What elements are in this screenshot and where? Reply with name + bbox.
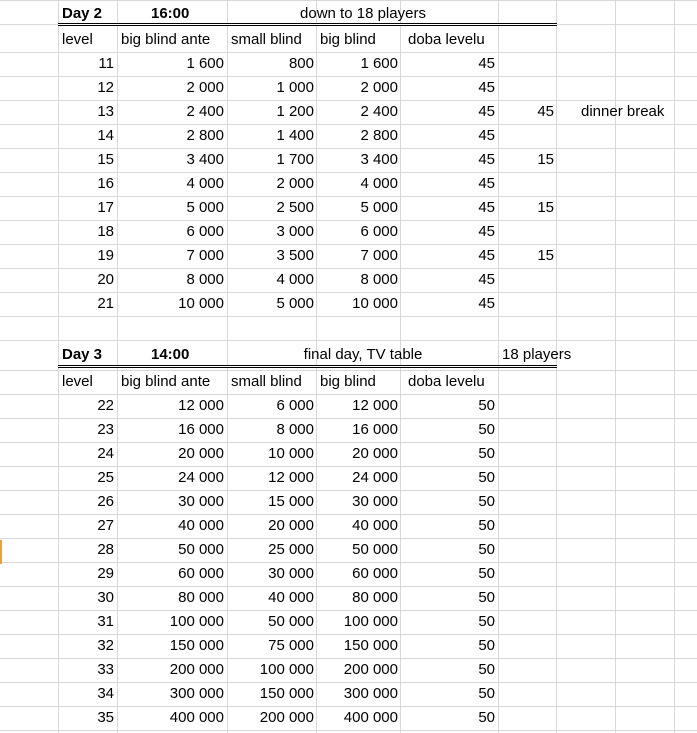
cell-small-blind[interactable]: 800 xyxy=(288,55,314,72)
table-row xyxy=(0,466,697,490)
cell-big-blind-ante[interactable]: 300 000 xyxy=(169,685,224,702)
gridline xyxy=(0,340,697,341)
cell-big-blind-ante[interactable]: 400 000 xyxy=(169,709,224,726)
cell-break-minutes[interactable]: 15 xyxy=(537,199,554,216)
cell-doba-levelu[interactable]: 45 xyxy=(478,295,495,312)
cell-doba-levelu[interactable]: 50 xyxy=(478,469,495,486)
cell-level[interactable]: 16 xyxy=(97,175,114,192)
cell-break-note[interactable]: dinner break xyxy=(581,103,665,120)
cell-level[interactable]: 27 xyxy=(97,517,114,534)
header-small-blind[interactable]: small blind xyxy=(231,373,302,390)
cell-doba-levelu[interactable]: 50 xyxy=(478,421,495,438)
cell-big-blind[interactable]: 16 000 xyxy=(352,421,398,438)
cell-doba-levelu[interactable]: 50 xyxy=(478,685,495,702)
cell-level[interactable]: 19 xyxy=(97,247,114,264)
cell-big-blind[interactable]: 100 000 xyxy=(343,613,398,630)
cell-level[interactable]: 11 xyxy=(98,55,114,72)
cell-level[interactable]: 30 xyxy=(97,589,114,606)
cell-big-blind-ante[interactable]: 2 400 xyxy=(186,103,224,120)
cell-level[interactable]: 26 xyxy=(97,493,114,510)
gridline xyxy=(0,0,697,1)
cell-big-blind-ante[interactable]: 1 600 xyxy=(186,55,224,72)
cell-level[interactable]: 33 xyxy=(97,661,114,678)
cell-big-blind-ante[interactable]: 5 000 xyxy=(186,199,224,216)
cell-doba-levelu[interactable]: 45 xyxy=(478,151,495,168)
header-doba-levelu[interactable]: doba levelu xyxy=(408,373,485,390)
cell-doba-levelu[interactable]: 45 xyxy=(478,103,495,120)
cell-small-blind[interactable]: 8 000 xyxy=(276,421,314,438)
cell-break-note[interactable] xyxy=(578,292,697,316)
table-row xyxy=(0,634,697,658)
cell-doba-levelu[interactable]: 50 xyxy=(478,589,495,606)
cell-break-note[interactable] xyxy=(578,268,697,292)
cell-small-blind[interactable]: 3 500 xyxy=(276,247,314,264)
cell-big-blind[interactable]: 2 000 xyxy=(360,79,398,96)
cell-big-blind[interactable]: 80 000 xyxy=(352,589,398,606)
cell-level[interactable]: 14 xyxy=(97,127,114,144)
day3-players-note[interactable]: 18 players xyxy=(502,346,572,363)
cell-break-minutes[interactable] xyxy=(499,172,557,196)
cell-level[interactable]: 25 xyxy=(97,469,114,486)
cell-break-minutes[interactable] xyxy=(499,292,557,316)
cell-doba-levelu[interactable]: 45 xyxy=(478,175,495,192)
cell-big-blind-ante[interactable]: 80 000 xyxy=(178,589,224,606)
table-row xyxy=(0,292,697,316)
cell-break-note[interactable] xyxy=(578,172,697,196)
cell-doba-levelu[interactable]: 45 xyxy=(478,247,495,264)
cell-big-blind-ante[interactable]: 60 000 xyxy=(178,565,224,582)
cell-level[interactable]: 12 xyxy=(97,79,114,96)
cell-break-minutes[interactable] xyxy=(499,220,557,244)
day2-time[interactable]: 16:00 xyxy=(151,5,190,22)
cell-small-blind[interactable]: 6 000 xyxy=(276,397,314,414)
day3-title-row xyxy=(0,345,697,365)
cell-big-blind[interactable]: 5 000 xyxy=(360,199,398,216)
cell-break-note[interactable] xyxy=(578,244,697,268)
cell-level[interactable]: 15 xyxy=(97,151,114,168)
cell-big-blind-ante[interactable]: 24 000 xyxy=(178,469,224,486)
header-level[interactable]: level xyxy=(62,373,93,390)
cell-level[interactable]: 21 xyxy=(97,295,114,312)
cell-doba-levelu[interactable]: 50 xyxy=(478,565,495,582)
cell-big-blind[interactable]: 10 000 xyxy=(352,295,398,312)
day3-time[interactable]: 14:00 xyxy=(151,346,190,363)
cell-big-blind[interactable]: 24 000 xyxy=(352,469,398,486)
cell-big-blind[interactable]: 150 000 xyxy=(343,637,398,654)
cell-big-blind-ante[interactable]: 2 800 xyxy=(186,127,224,144)
cell-small-blind[interactable]: 20 000 xyxy=(268,517,314,534)
cell-big-blind[interactable]: 4 000 xyxy=(360,175,398,192)
day2-header-row xyxy=(0,28,697,52)
cell-small-blind[interactable]: 25 000 xyxy=(268,541,314,558)
cell-small-blind[interactable]: 150 000 xyxy=(259,685,314,702)
cell-small-blind[interactable]: 5 000 xyxy=(276,295,314,312)
cell-break-minutes[interactable] xyxy=(499,268,557,292)
table-row xyxy=(0,586,697,610)
cell-break-minutes[interactable]: 45 xyxy=(537,103,554,120)
cell-level[interactable]: 32 xyxy=(97,637,114,654)
cell-small-blind[interactable]: 75 000 xyxy=(268,637,314,654)
table-row xyxy=(0,220,697,244)
table-row xyxy=(0,658,697,682)
cell-big-blind-ante[interactable]: 7 000 xyxy=(186,247,224,264)
day2-label[interactable]: Day 2 xyxy=(62,5,103,22)
cell-big-blind[interactable]: 30 000 xyxy=(352,493,398,510)
header-small-blind[interactable]: small blind xyxy=(231,31,302,48)
table-row xyxy=(0,52,697,76)
table-row xyxy=(0,610,697,634)
cell-big-blind[interactable]: 40 000 xyxy=(352,517,398,534)
cell-big-blind[interactable]: 300 000 xyxy=(343,685,398,702)
cell-big-blind-ante[interactable]: 2 000 xyxy=(186,79,224,96)
cell-big-blind-ante[interactable]: 4 000 xyxy=(186,175,224,192)
cell-small-blind[interactable]: 3 000 xyxy=(276,223,314,240)
cell-small-blind[interactable]: 200 000 xyxy=(259,709,314,726)
table-row xyxy=(0,394,697,418)
cell-doba-levelu[interactable]: 50 xyxy=(478,541,495,558)
cell-small-blind[interactable]: 12 000 xyxy=(268,469,314,486)
cell-level[interactable]: 13 xyxy=(97,103,114,120)
cell-break-minutes[interactable] xyxy=(499,124,557,148)
cell-big-blind-ante[interactable]: 8 000 xyxy=(186,271,224,288)
cell-big-blind[interactable]: 2 800 xyxy=(360,127,398,144)
cell-doba-levelu[interactable]: 50 xyxy=(478,445,495,462)
cell-level[interactable]: 20 xyxy=(97,271,114,288)
gridline xyxy=(0,730,697,731)
cell-big-blind[interactable]: 8 000 xyxy=(360,271,398,288)
cell-big-blind[interactable]: 1 600 xyxy=(360,55,398,72)
day2-note[interactable]: down to 18 players xyxy=(300,5,426,22)
cell-break-minutes[interactable]: 15 xyxy=(537,247,554,264)
cell-doba-levelu[interactable]: 50 xyxy=(478,661,495,678)
cell-big-blind-ante[interactable]: 40 000 xyxy=(178,517,224,534)
cell-break-note[interactable] xyxy=(578,76,697,100)
cell-break-note[interactable] xyxy=(578,52,697,76)
cell-big-blind[interactable]: 50 000 xyxy=(352,541,398,558)
cell-small-blind[interactable]: 1 700 xyxy=(276,151,314,168)
cell-big-blind-ante[interactable]: 150 000 xyxy=(169,637,224,654)
cell-doba-levelu[interactable]: 50 xyxy=(478,493,495,510)
header-big-blind[interactable]: big blind xyxy=(320,373,376,390)
table-row xyxy=(0,76,697,100)
cell-level[interactable]: 17 xyxy=(97,199,114,216)
cell-small-blind[interactable]: 1 000 xyxy=(276,79,314,96)
table-row xyxy=(0,244,697,268)
day2-double-underline xyxy=(58,23,557,26)
cell-big-blind[interactable]: 60 000 xyxy=(352,565,398,582)
cell-big-blind[interactable]: 20 000 xyxy=(352,445,398,462)
cell-level[interactable]: 18 xyxy=(97,223,114,240)
table-row xyxy=(0,538,697,562)
table-row xyxy=(0,682,697,706)
cell-doba-levelu[interactable]: 45 xyxy=(478,271,495,288)
cell-small-blind[interactable]: 15 000 xyxy=(268,493,314,510)
cell-big-blind[interactable]: 6 000 xyxy=(360,223,398,240)
cell-level[interactable]: 34 xyxy=(97,685,114,702)
cell-small-blind[interactable]: 10 000 xyxy=(268,445,314,462)
table-row xyxy=(0,100,697,124)
day3-double-underline xyxy=(58,365,557,368)
day3-note[interactable]: final day, TV table xyxy=(303,346,423,363)
cell-doba-levelu[interactable]: 50 xyxy=(478,709,495,726)
cell-big-blind-ante[interactable]: 30 000 xyxy=(178,493,224,510)
header-doba-levelu[interactable]: doba levelu xyxy=(408,31,485,48)
cell-big-blind-ante[interactable]: 10 000 xyxy=(178,295,224,312)
table-row xyxy=(0,490,697,514)
cell-break-note[interactable] xyxy=(578,124,697,148)
cell-break-minutes[interactable] xyxy=(499,76,557,100)
cell-small-blind[interactable]: 4 000 xyxy=(276,271,314,288)
table-row xyxy=(0,124,697,148)
cell-doba-levelu[interactable]: 50 xyxy=(478,397,495,414)
cell-doba-levelu[interactable]: 50 xyxy=(478,517,495,534)
cell-level[interactable]: 29 xyxy=(97,565,114,582)
table-row xyxy=(0,706,697,730)
header-big-blind-ante[interactable]: big blind ante xyxy=(121,373,211,390)
cell-big-blind-ante[interactable]: 200 000 xyxy=(169,661,224,678)
day3-header-row xyxy=(0,370,697,394)
cell-doba-levelu[interactable]: 45 xyxy=(478,55,495,72)
cell-small-blind[interactable]: 100 000 xyxy=(259,661,314,678)
cell-big-blind[interactable]: 200 000 xyxy=(343,661,398,678)
cell-big-blind[interactable]: 3 400 xyxy=(360,151,398,168)
table-row xyxy=(0,514,697,538)
cell-level[interactable]: 35 xyxy=(97,709,114,726)
header-level[interactable]: level xyxy=(62,31,93,48)
cell-small-blind[interactable]: 50 000 xyxy=(268,613,314,630)
day2-title-row xyxy=(0,4,697,24)
table-row xyxy=(0,418,697,442)
cell-small-blind[interactable]: 1 200 xyxy=(276,103,314,120)
cell-level[interactable]: 28 xyxy=(97,541,114,558)
cell-big-blind[interactable]: 12 000 xyxy=(352,397,398,414)
cell-big-blind[interactable]: 7 000 xyxy=(360,247,398,264)
cell-break-minutes[interactable]: 15 xyxy=(537,151,554,168)
header-big-blind-ante[interactable]: big blind ante xyxy=(121,31,211,48)
cell-big-blind-ante[interactable]: 6 000 xyxy=(186,223,224,240)
cell-big-blind-ante[interactable]: 12 000 xyxy=(178,397,224,414)
cell-small-blind[interactable]: 2 500 xyxy=(276,199,314,216)
table-row xyxy=(0,172,697,196)
cell-break-note[interactable] xyxy=(578,220,697,244)
cell-level[interactable]: 23 xyxy=(97,421,114,438)
table-row xyxy=(0,562,697,586)
cell-big-blind[interactable]: 2 400 xyxy=(360,103,398,120)
table-row xyxy=(0,442,697,466)
cell-break-note[interactable] xyxy=(578,196,697,220)
table-row xyxy=(0,268,697,292)
cell-small-blind[interactable]: 1 400 xyxy=(276,127,314,144)
cell-level[interactable]: 31 xyxy=(97,613,114,630)
table-row xyxy=(0,196,697,220)
cell-doba-levelu[interactable]: 45 xyxy=(478,199,495,216)
cell-big-blind-ante[interactable]: 16 000 xyxy=(178,421,224,438)
cell-doba-levelu[interactable]: 50 xyxy=(478,613,495,630)
cell-big-blind-ante[interactable]: 3 400 xyxy=(186,151,224,168)
cell-small-blind[interactable]: 2 000 xyxy=(276,175,314,192)
cell-big-blind-ante[interactable]: 20 000 xyxy=(178,445,224,462)
header-big-blind[interactable]: big blind xyxy=(320,31,376,48)
cell-doba-levelu[interactable]: 45 xyxy=(478,223,495,240)
cell-big-blind-ante[interactable]: 100 000 xyxy=(169,613,224,630)
cell-doba-levelu[interactable]: 50 xyxy=(478,637,495,654)
cell-doba-levelu[interactable]: 45 xyxy=(478,127,495,144)
cell-break-note[interactable] xyxy=(578,148,697,172)
cell-big-blind-ante[interactable]: 50 000 xyxy=(178,541,224,558)
gridline xyxy=(0,316,697,317)
cell-small-blind[interactable]: 40 000 xyxy=(268,589,314,606)
cell-break-minutes[interactable] xyxy=(499,52,557,76)
cell-big-blind[interactable]: 400 000 xyxy=(343,709,398,726)
cell-level[interactable]: 22 xyxy=(97,397,114,414)
table-row xyxy=(0,148,697,172)
cell-small-blind[interactable]: 30 000 xyxy=(268,565,314,582)
day3-label[interactable]: Day 3 xyxy=(62,346,103,363)
cell-doba-levelu[interactable]: 45 xyxy=(478,79,495,96)
cell-level[interactable]: 24 xyxy=(97,445,114,462)
